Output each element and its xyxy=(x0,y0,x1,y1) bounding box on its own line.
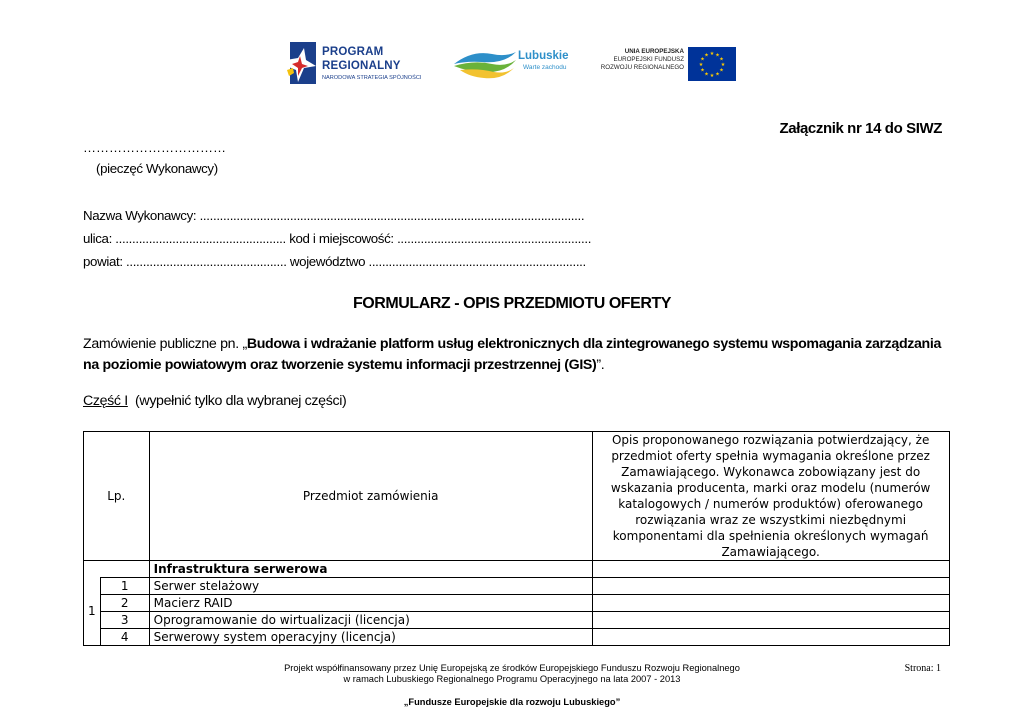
table-row xyxy=(84,629,950,646)
program-regionalny-emblem-icon xyxy=(284,40,318,86)
eu-line-2: EUROPEJSKI FUNDUSZ xyxy=(613,56,684,63)
order-title: Budowa i wdrażanie platform usług elektronicznych dla zintegrowanego systemu wspomagania zarządzania na poziomie powiatowym oraz tworzenie systemu informacji przestrzennej (GIS) xyxy=(83,336,941,373)
eu-flag-icon xyxy=(688,47,736,81)
part-line xyxy=(83,393,346,409)
contractor-street-field: ulica: ................................................... kod i miejscowość: .......................................................... xyxy=(83,231,592,246)
svg-text:★: ★ xyxy=(700,67,705,74)
svg-text:★: ★ xyxy=(715,52,720,59)
row-item: Oprogramowanie do wirtualizacji (licencja) xyxy=(149,612,592,629)
spec-table xyxy=(83,431,950,646)
header-lp: Lp. xyxy=(84,432,150,561)
page-number: Strona: 1 xyxy=(904,663,941,674)
section-lp-cell xyxy=(84,561,150,578)
row-number: 2 xyxy=(100,595,149,612)
header-subject: Przedmiot zamówienia xyxy=(149,432,592,561)
svg-text:★: ★ xyxy=(715,71,720,78)
svg-text:★: ★ xyxy=(704,52,709,59)
footer-line-1: Projekt współfinansowany przez Unię Europejską ze środków Europejskiego Funduszu Rozwoju Regionalnego xyxy=(284,663,740,673)
section-title: Infrastruktura serwerowa xyxy=(149,561,592,578)
eu-line-3: ROZWOJU REGIONALNEGO xyxy=(600,64,684,71)
section-description-cell[interactable] xyxy=(592,561,949,578)
row-description-cell[interactable] xyxy=(592,612,949,629)
row-item: Serwer stelażowy xyxy=(149,578,592,595)
stamp-placeholder: …………………………… xyxy=(83,140,226,155)
program-regionalny-logo xyxy=(284,40,434,86)
footer-line-2: w ramach Lubuskiego Regionalnego Programu Operacyjnego na lata 2007 - 2013 xyxy=(343,674,681,684)
row-number: 3 xyxy=(100,612,149,629)
lubuskie-wave-icon xyxy=(452,44,518,84)
table-row xyxy=(84,595,950,612)
group-number: 1 xyxy=(84,578,101,646)
eu-text xyxy=(601,48,684,72)
contractor-name-field: Nazwa Wykonawcy: ................................................................................................................... xyxy=(83,208,585,223)
order-description xyxy=(83,334,941,376)
svg-text:★: ★ xyxy=(720,62,726,68)
table-header-row xyxy=(84,432,950,561)
row-item: Serwerowy system operacyjny (licencja) xyxy=(149,629,592,646)
svg-text:★: ★ xyxy=(704,71,709,78)
part-note: (wypełnić tylko dla wybranej części) xyxy=(135,393,347,409)
eu-logo xyxy=(598,46,738,82)
row-item: Macierz RAID xyxy=(149,595,592,612)
table-row xyxy=(84,578,950,595)
attachment-label: Załącznik nr 14 do SIWZ xyxy=(779,120,942,137)
eu-line-1: UNIA EUROPEJSKA xyxy=(624,48,684,55)
footer-slogan: „Fundusze Europejskie dla rozwoju Lubuskiego” xyxy=(403,697,621,707)
header-description: Opis proponowanego rozwiązania potwierdzający, że przedmiot oferty spełnia wymagania określone przez Zamawiającego. Wykonawca zobowiązany jest do wskazania producenta, marki oraz modelu (numerów katalogowych / numerów produktów) oferowanego rozwiązania wraz ze wszystkimi niezbędnymi komponentami dla spełnienia określonych wymagań Zamawiającego. xyxy=(592,432,949,561)
lubuskie-name: Lubuskie xyxy=(518,50,569,62)
svg-text:★: ★ xyxy=(709,73,715,79)
row-description-cell[interactable] xyxy=(592,595,949,612)
svg-text:★: ★ xyxy=(719,67,724,74)
svg-text:★: ★ xyxy=(700,56,705,63)
row-description-cell[interactable] xyxy=(592,578,949,595)
table-row xyxy=(84,612,950,629)
order-suffix: ”. xyxy=(596,357,605,373)
svg-text:★: ★ xyxy=(698,62,704,68)
program-title-1: PROGRAM xyxy=(322,46,384,58)
row-number: 4 xyxy=(100,629,149,646)
row-number: 1 xyxy=(100,578,149,595)
lubuskie-tagline: Warte zachodu xyxy=(523,64,567,71)
contractor-county-field: powiat: ................................................ województwo ................................................................. xyxy=(83,254,586,269)
program-subtitle: NARODOWA STRATEGIA SPÓJNOŚCI xyxy=(322,75,422,81)
svg-text:★: ★ xyxy=(709,51,715,57)
form-title: FORMULARZ - OPIS PRZEDMIOTU OFERTY xyxy=(352,295,672,312)
order-prefix: Zamówienie publiczne pn. „ xyxy=(83,336,247,352)
row-description-cell[interactable] xyxy=(592,629,949,646)
svg-text:★: ★ xyxy=(719,56,724,63)
program-title-2: REGIONALNY xyxy=(322,60,401,72)
section-row xyxy=(84,561,950,578)
part-label: Część I xyxy=(83,393,128,409)
lubuskie-logo xyxy=(452,44,577,84)
stamp-label: (pieczęć Wykonawcy) xyxy=(96,161,218,176)
